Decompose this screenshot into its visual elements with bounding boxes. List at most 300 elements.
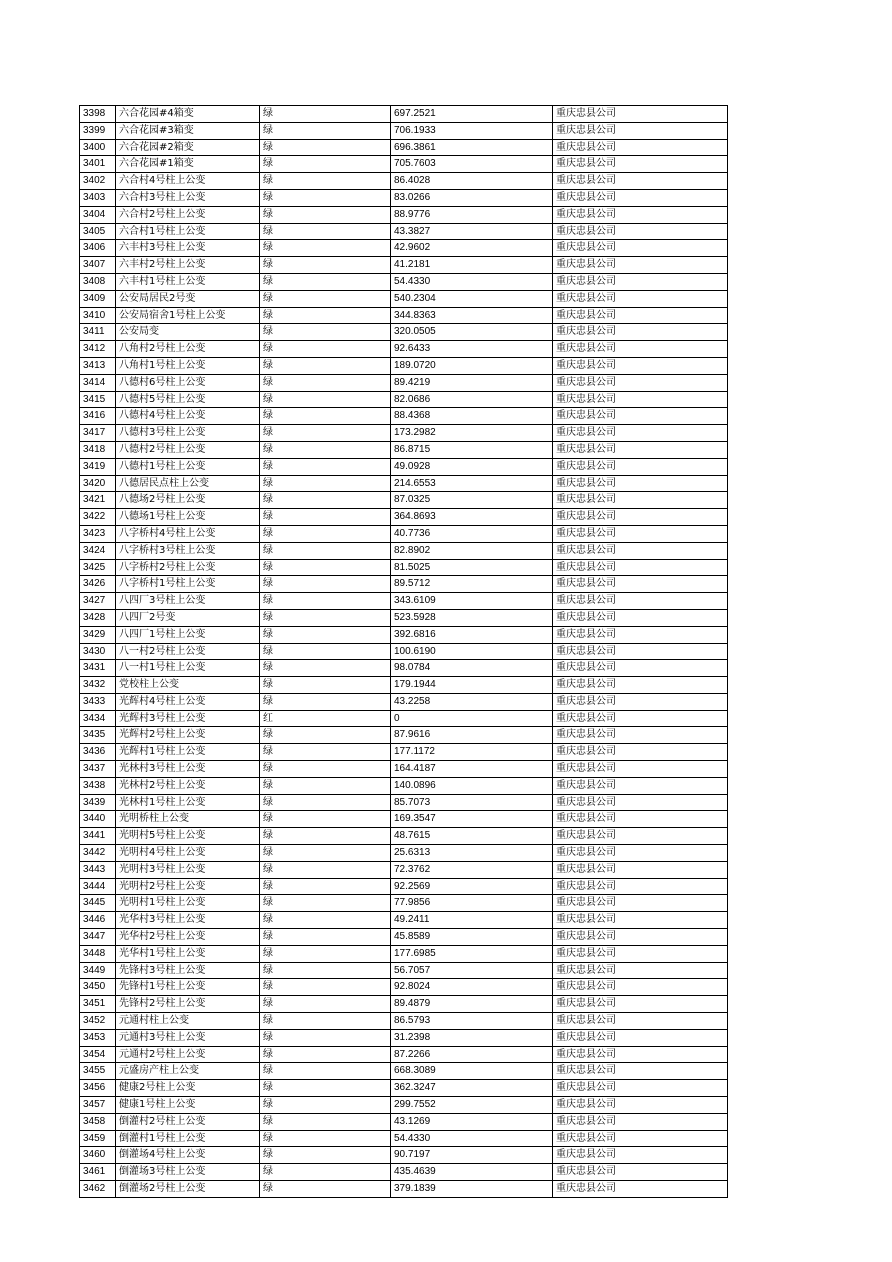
cell-company: 重庆忠县公司 (553, 929, 728, 946)
cell-status-color: 绿 (260, 945, 391, 962)
cell-value: 43.3827 (391, 223, 553, 240)
table-row (80, 307, 728, 324)
cell-device-name: 八德村6号柱上公变 (116, 374, 260, 391)
cell-device-name: 光林村1号柱上公变 (116, 794, 260, 811)
cell-status-color: 绿 (260, 458, 391, 475)
cell-id: 3431 (80, 660, 116, 677)
cell-id: 3426 (80, 576, 116, 593)
cell-id: 3409 (80, 290, 116, 307)
table-row (80, 1013, 728, 1030)
cell-status-color: 绿 (260, 626, 391, 643)
cell-status-color: 绿 (260, 1181, 391, 1198)
cell-value: 299.7552 (391, 1097, 553, 1114)
cell-id: 3408 (80, 273, 116, 290)
table-row (80, 559, 728, 576)
cell-company: 重庆忠县公司 (553, 979, 728, 996)
cell-device-name: 六合花园#4箱变 (116, 106, 260, 123)
cell-company: 重庆忠县公司 (553, 173, 728, 190)
cell-value: 364.8693 (391, 509, 553, 526)
cell-device-name: 八字桥村1号柱上公变 (116, 576, 260, 593)
cell-status-color: 绿 (260, 240, 391, 257)
cell-device-name: 倒灌场2号柱上公变 (116, 1181, 260, 1198)
cell-value: 362.3247 (391, 1080, 553, 1097)
cell-company: 重庆忠县公司 (553, 391, 728, 408)
cell-device-name: 光华村2号柱上公变 (116, 929, 260, 946)
table-row (80, 173, 728, 190)
cell-device-name: 八角村1号柱上公变 (116, 357, 260, 374)
cell-company: 重庆忠县公司 (553, 744, 728, 761)
cell-value: 82.0686 (391, 391, 553, 408)
cell-company: 重庆忠县公司 (553, 693, 728, 710)
cell-status-color: 绿 (260, 1164, 391, 1181)
cell-status-color: 绿 (260, 761, 391, 778)
cell-device-name: 光林村3号柱上公变 (116, 761, 260, 778)
cell-company: 重庆忠县公司 (553, 962, 728, 979)
cell-device-name: 六合花园#3箱变 (116, 122, 260, 139)
cell-device-name: 健康2号柱上公变 (116, 1080, 260, 1097)
table-row (80, 156, 728, 173)
cell-id: 3460 (80, 1147, 116, 1164)
cell-status-color: 绿 (260, 223, 391, 240)
cell-device-name: 八四厂2号变 (116, 609, 260, 626)
cell-device-name: 党校柱上公变 (116, 677, 260, 694)
cell-device-name: 光明村3号柱上公变 (116, 861, 260, 878)
cell-company: 重庆忠县公司 (553, 761, 728, 778)
cell-company: 重庆忠县公司 (553, 1097, 728, 1114)
cell-company: 重庆忠县公司 (553, 525, 728, 542)
cell-company: 重庆忠县公司 (553, 240, 728, 257)
cell-status-color: 绿 (260, 693, 391, 710)
cell-status-color: 绿 (260, 861, 391, 878)
cell-id: 3417 (80, 425, 116, 442)
table-row (80, 626, 728, 643)
cell-status-color: 绿 (260, 441, 391, 458)
cell-status-color: 绿 (260, 828, 391, 845)
table-row (80, 794, 728, 811)
table-row (80, 509, 728, 526)
cell-id: 3425 (80, 559, 116, 576)
cell-status-color: 绿 (260, 1080, 391, 1097)
cell-value: 696.3861 (391, 139, 553, 156)
cell-status-color: 绿 (260, 996, 391, 1013)
cell-company: 重庆忠县公司 (553, 189, 728, 206)
cell-status-color: 绿 (260, 307, 391, 324)
cell-device-name: 六合村1号柱上公变 (116, 223, 260, 240)
cell-device-name: 光华村3号柱上公变 (116, 912, 260, 929)
cell-status-color: 绿 (260, 660, 391, 677)
cell-status-color: 绿 (260, 559, 391, 576)
cell-company: 重庆忠县公司 (553, 441, 728, 458)
cell-company: 重庆忠县公司 (553, 660, 728, 677)
cell-id: 3416 (80, 408, 116, 425)
cell-id: 3428 (80, 609, 116, 626)
cell-company: 重庆忠县公司 (553, 341, 728, 358)
cell-value: 98.0784 (391, 660, 553, 677)
cell-id: 3453 (80, 1029, 116, 1046)
cell-value: 164.4187 (391, 761, 553, 778)
cell-id: 3435 (80, 727, 116, 744)
cell-company: 重庆忠县公司 (553, 777, 728, 794)
cell-id: 3438 (80, 777, 116, 794)
cell-device-name: 八德村1号柱上公变 (116, 458, 260, 475)
cell-status-color: 绿 (260, 273, 391, 290)
cell-id: 3434 (80, 710, 116, 727)
cell-status-color: 绿 (260, 643, 391, 660)
cell-company: 重庆忠县公司 (553, 861, 728, 878)
table-row (80, 425, 728, 442)
cell-device-name: 先锋村2号柱上公变 (116, 996, 260, 1013)
cell-company: 重庆忠县公司 (553, 509, 728, 526)
cell-device-name: 公安局宿舍1号柱上公变 (116, 307, 260, 324)
table-row (80, 525, 728, 542)
table-row (80, 861, 728, 878)
cell-value: 88.9776 (391, 206, 553, 223)
cell-id: 3400 (80, 139, 116, 156)
cell-status-color: 绿 (260, 139, 391, 156)
cell-value: 706.1933 (391, 122, 553, 139)
cell-company: 重庆忠县公司 (553, 223, 728, 240)
cell-id: 3415 (80, 391, 116, 408)
cell-company: 重庆忠县公司 (553, 1130, 728, 1147)
cell-status-color: 绿 (260, 845, 391, 862)
cell-device-name: 八四厂3号柱上公变 (116, 593, 260, 610)
cell-status-color: 绿 (260, 794, 391, 811)
cell-id: 3457 (80, 1097, 116, 1114)
cell-id: 3402 (80, 173, 116, 190)
cell-id: 3450 (80, 979, 116, 996)
table-row (80, 945, 728, 962)
cell-value: 49.0928 (391, 458, 553, 475)
cell-id: 3421 (80, 492, 116, 509)
table-row (80, 139, 728, 156)
cell-device-name: 光明村5号柱上公变 (116, 828, 260, 845)
cell-status-color: 绿 (260, 609, 391, 626)
cell-status-color: 绿 (260, 912, 391, 929)
table-row (80, 693, 728, 710)
table-row (80, 1147, 728, 1164)
cell-device-name: 公安局居民2号变 (116, 290, 260, 307)
cell-company: 重庆忠县公司 (553, 1181, 728, 1198)
cell-value: 697.2521 (391, 106, 553, 123)
cell-status-color: 绿 (260, 106, 391, 123)
table-row (80, 845, 728, 862)
cell-value: 320.0505 (391, 324, 553, 341)
cell-company: 重庆忠县公司 (553, 290, 728, 307)
cell-device-name: 元通村3号柱上公变 (116, 1029, 260, 1046)
cell-value: 56.7057 (391, 962, 553, 979)
cell-device-name: 光明桥柱上公变 (116, 811, 260, 828)
cell-id: 3446 (80, 912, 116, 929)
cell-value: 179.1944 (391, 677, 553, 694)
cell-device-name: 八字桥村2号柱上公变 (116, 559, 260, 576)
cell-value: 43.2258 (391, 693, 553, 710)
cell-company: 重庆忠县公司 (553, 1013, 728, 1030)
table-row (80, 223, 728, 240)
cell-status-color: 绿 (260, 492, 391, 509)
cell-value: 42.9602 (391, 240, 553, 257)
table-row (80, 240, 728, 257)
table-row (80, 878, 728, 895)
cell-status-color: 绿 (260, 542, 391, 559)
cell-id: 3436 (80, 744, 116, 761)
table-row (80, 189, 728, 206)
cell-company: 重庆忠县公司 (553, 324, 728, 341)
cell-value: 90.7197 (391, 1147, 553, 1164)
cell-company: 重庆忠县公司 (553, 609, 728, 626)
cell-company: 重庆忠县公司 (553, 996, 728, 1013)
cell-id: 3448 (80, 945, 116, 962)
table-row (80, 1164, 728, 1181)
cell-value: 189.0720 (391, 357, 553, 374)
cell-status-color: 绿 (260, 341, 391, 358)
table-row (80, 576, 728, 593)
cell-status-color: 绿 (260, 1013, 391, 1030)
cell-value: 92.2569 (391, 878, 553, 895)
cell-company: 重庆忠县公司 (553, 1113, 728, 1130)
cell-value: 343.6109 (391, 593, 553, 610)
cell-company: 重庆忠县公司 (553, 1063, 728, 1080)
table-row (80, 273, 728, 290)
cell-status-color: 绿 (260, 290, 391, 307)
cell-device-name: 六合村4号柱上公变 (116, 173, 260, 190)
table-row (80, 408, 728, 425)
cell-company: 重庆忠县公司 (553, 576, 728, 593)
cell-id: 3440 (80, 811, 116, 828)
cell-status-color: 绿 (260, 374, 391, 391)
cell-status-color: 绿 (260, 425, 391, 442)
cell-status-color: 绿 (260, 593, 391, 610)
cell-company: 重庆忠县公司 (553, 542, 728, 559)
cell-device-name: 元通村2号柱上公变 (116, 1046, 260, 1063)
cell-value: 41.2181 (391, 257, 553, 274)
cell-device-name: 先锋村3号柱上公变 (116, 962, 260, 979)
cell-company: 重庆忠县公司 (553, 912, 728, 929)
cell-status-color: 绿 (260, 206, 391, 223)
cell-status-color: 绿 (260, 173, 391, 190)
cell-device-name: 八字桥村4号柱上公变 (116, 525, 260, 542)
cell-company: 重庆忠县公司 (553, 794, 728, 811)
cell-value: 85.7073 (391, 794, 553, 811)
table-row (80, 357, 728, 374)
cell-device-name: 八德居民点柱上公变 (116, 475, 260, 492)
cell-device-name: 六合花园#2箱变 (116, 139, 260, 156)
cell-device-name: 六合村3号柱上公变 (116, 189, 260, 206)
cell-status-color: 绿 (260, 895, 391, 912)
table-row (80, 1080, 728, 1097)
cell-company: 重庆忠县公司 (553, 845, 728, 862)
cell-value: 40.7736 (391, 525, 553, 542)
cell-id: 3456 (80, 1080, 116, 1097)
cell-device-name: 六丰村2号柱上公变 (116, 257, 260, 274)
cell-company: 重庆忠县公司 (553, 559, 728, 576)
cell-value: 392.6816 (391, 626, 553, 643)
cell-id: 3423 (80, 525, 116, 542)
cell-device-name: 倒灌场4号柱上公变 (116, 1147, 260, 1164)
cell-status-color: 绿 (260, 979, 391, 996)
cell-value: 89.4879 (391, 996, 553, 1013)
cell-value: 100.6190 (391, 643, 553, 660)
cell-id: 3445 (80, 895, 116, 912)
cell-company: 重庆忠县公司 (553, 1080, 728, 1097)
table-row (80, 324, 728, 341)
cell-value: 177.1172 (391, 744, 553, 761)
table-row (80, 996, 728, 1013)
table-row (80, 290, 728, 307)
cell-device-name: 八德场1号柱上公变 (116, 509, 260, 526)
cell-value: 54.4330 (391, 273, 553, 290)
cell-value: 89.4219 (391, 374, 553, 391)
cell-company: 重庆忠县公司 (553, 1147, 728, 1164)
cell-status-color: 绿 (260, 1063, 391, 1080)
table-row (80, 458, 728, 475)
cell-status-color: 绿 (260, 475, 391, 492)
table-row (80, 643, 728, 660)
cell-value: 77.9856 (391, 895, 553, 912)
cell-value: 705.7603 (391, 156, 553, 173)
cell-value: 86.8715 (391, 441, 553, 458)
cell-status-color: 绿 (260, 777, 391, 794)
cell-company: 重庆忠县公司 (553, 626, 728, 643)
cell-id: 3439 (80, 794, 116, 811)
cell-device-name: 光华村1号柱上公变 (116, 945, 260, 962)
cell-device-name: 八四厂1号柱上公变 (116, 626, 260, 643)
cell-device-name: 光辉村3号柱上公变 (116, 710, 260, 727)
cell-id: 3405 (80, 223, 116, 240)
cell-company: 重庆忠县公司 (553, 374, 728, 391)
cell-id: 3411 (80, 324, 116, 341)
table-row (80, 811, 728, 828)
cell-device-name: 光明村4号柱上公变 (116, 845, 260, 862)
cell-status-color: 绿 (260, 1097, 391, 1114)
cell-status-color: 绿 (260, 576, 391, 593)
cell-company: 重庆忠县公司 (553, 643, 728, 660)
table-row (80, 744, 728, 761)
cell-company: 重庆忠县公司 (553, 895, 728, 912)
cell-id: 3462 (80, 1181, 116, 1198)
cell-id: 3429 (80, 626, 116, 643)
cell-company: 重庆忠县公司 (553, 257, 728, 274)
table-body (80, 106, 728, 1198)
data-table-container (79, 105, 727, 1198)
cell-value: 435.4639 (391, 1164, 553, 1181)
cell-device-name: 六丰村1号柱上公变 (116, 273, 260, 290)
cell-value: 45.8589 (391, 929, 553, 946)
cell-id: 3432 (80, 677, 116, 694)
cell-company: 重庆忠县公司 (553, 273, 728, 290)
cell-company: 重庆忠县公司 (553, 593, 728, 610)
cell-id: 3430 (80, 643, 116, 660)
cell-status-color: 绿 (260, 257, 391, 274)
table-row (80, 895, 728, 912)
cell-device-name: 八字桥村3号柱上公变 (116, 542, 260, 559)
cell-value: 379.1839 (391, 1181, 553, 1198)
cell-company: 重庆忠县公司 (553, 156, 728, 173)
cell-company: 重庆忠县公司 (553, 1029, 728, 1046)
cell-value: 0 (391, 710, 553, 727)
cell-company: 重庆忠县公司 (553, 677, 728, 694)
table-row (80, 206, 728, 223)
cell-value: 25.6313 (391, 845, 553, 862)
cell-id: 3404 (80, 206, 116, 223)
cell-status-color: 绿 (260, 1113, 391, 1130)
table-row (80, 1097, 728, 1114)
cell-status-color: 绿 (260, 1046, 391, 1063)
cell-status-color: 绿 (260, 357, 391, 374)
cell-company: 重庆忠县公司 (553, 811, 728, 828)
cell-company: 重庆忠县公司 (553, 139, 728, 156)
cell-id: 3414 (80, 374, 116, 391)
cell-status-color: 绿 (260, 408, 391, 425)
cell-company: 重庆忠县公司 (553, 425, 728, 442)
cell-company: 重庆忠县公司 (553, 475, 728, 492)
cell-id: 3454 (80, 1046, 116, 1063)
cell-status-color: 绿 (260, 391, 391, 408)
table-row (80, 391, 728, 408)
cell-device-name: 八角村2号柱上公变 (116, 341, 260, 358)
cell-value: 92.6433 (391, 341, 553, 358)
cell-id: 3420 (80, 475, 116, 492)
table-row (80, 761, 728, 778)
cell-company: 重庆忠县公司 (553, 710, 728, 727)
cell-device-name: 八一村1号柱上公变 (116, 660, 260, 677)
cell-device-name: 元盛房产柱上公变 (116, 1063, 260, 1080)
cell-value: 89.5712 (391, 576, 553, 593)
cell-value: 88.4368 (391, 408, 553, 425)
cell-device-name: 八德场2号柱上公变 (116, 492, 260, 509)
cell-device-name: 倒灌村1号柱上公变 (116, 1130, 260, 1147)
cell-company: 重庆忠县公司 (553, 408, 728, 425)
table-row (80, 441, 728, 458)
cell-device-name: 光辉村4号柱上公变 (116, 693, 260, 710)
cell-value: 87.9616 (391, 727, 553, 744)
cell-value: 86.4028 (391, 173, 553, 190)
cell-id: 3458 (80, 1113, 116, 1130)
table-row (80, 777, 728, 794)
cell-id: 3433 (80, 693, 116, 710)
cell-id: 3424 (80, 542, 116, 559)
table-row (80, 1130, 728, 1147)
cell-id: 3447 (80, 929, 116, 946)
cell-id: 3401 (80, 156, 116, 173)
cell-status-color: 绿 (260, 878, 391, 895)
cell-id: 3399 (80, 122, 116, 139)
cell-id: 3412 (80, 341, 116, 358)
cell-device-name: 八德村4号柱上公变 (116, 408, 260, 425)
cell-device-name: 光明村2号柱上公变 (116, 878, 260, 895)
cell-company: 重庆忠县公司 (553, 828, 728, 845)
table-row (80, 962, 728, 979)
cell-id: 3407 (80, 257, 116, 274)
cell-device-name: 八德村3号柱上公变 (116, 425, 260, 442)
table-row (80, 1063, 728, 1080)
cell-device-name: 公安局变 (116, 324, 260, 341)
cell-id: 3449 (80, 962, 116, 979)
cell-status-color: 绿 (260, 744, 391, 761)
cell-status-color: 绿 (260, 677, 391, 694)
cell-value: 540.2304 (391, 290, 553, 307)
cell-value: 49.2411 (391, 912, 553, 929)
cell-value: 173.2982 (391, 425, 553, 442)
cell-value: 214.6553 (391, 475, 553, 492)
cell-status-color: 绿 (260, 929, 391, 946)
cell-id: 3403 (80, 189, 116, 206)
cell-id: 3413 (80, 357, 116, 374)
cell-device-name: 元通村柱上公变 (116, 1013, 260, 1030)
cell-status-color: 红 (260, 710, 391, 727)
cell-company: 重庆忠县公司 (553, 878, 728, 895)
table-row (80, 609, 728, 626)
cell-value: 87.2266 (391, 1046, 553, 1063)
